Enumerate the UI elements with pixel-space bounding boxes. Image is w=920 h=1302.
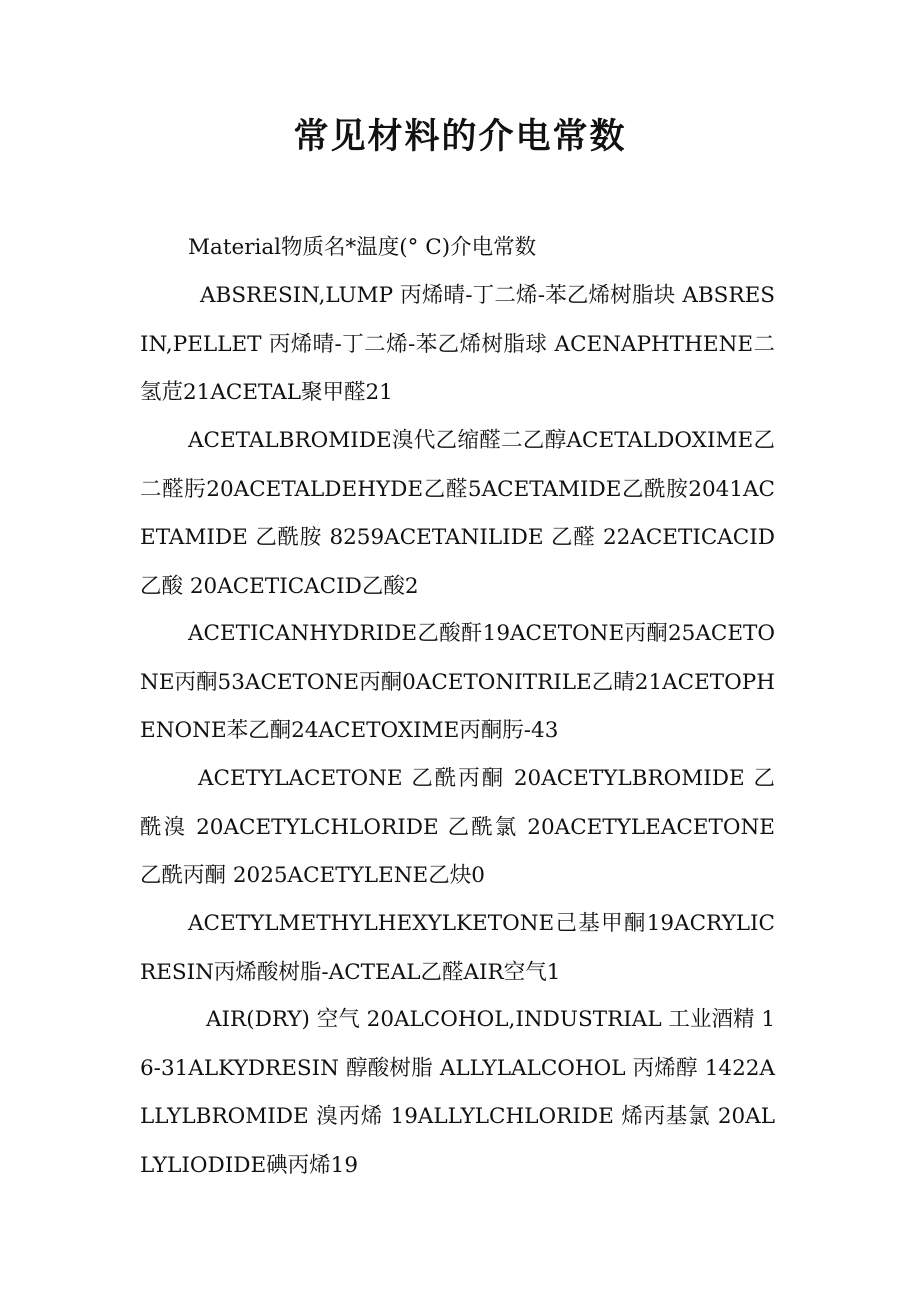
document-title: 常见材料的介电常数 <box>293 116 627 157</box>
paragraph-5: ACETYLMETHYLHEXYLKETONE己基甲酮19ACRYLICRESIN丙烯酸树脂-ACTEAL乙醛AIR空气1 <box>140 911 775 985</box>
paragraph-1: ABSRESIN,LUMP 丙烯晴-丁二烯-苯乙烯树脂块 ABSRESIN,PELLET 丙烯晴-丁二烯-苯乙烯树脂球 ACENAPHTHENE二氢苊21ACETAL聚甲醛21 <box>140 283 775 405</box>
paragraph-2: ACETALBROMIDE溴代乙缩醛二乙醇ACETALDOXIME乙二醛肟20ACETALDEHYDE乙醛5ACETAMIDE乙酰胺2041ACETAMIDE 乙酰胺 8259ACETANILIDE 乙醛 22ACETICACID 乙酸 20ACETICACID乙酸2 <box>140 428 775 599</box>
paragraph-4: ACETYLACETONE 乙酰丙酮 20ACETYLBROMIDE 乙酰溴 20ACETYLCHLORIDE 乙酰氯 20ACETYLEACETONE 乙酰丙酮 2025ACETYLENE乙炔0 <box>140 766 775 888</box>
paragraph-3: ACETICANHYDRIDE乙酸酐19ACETONE丙酮25ACETONE丙酮53ACETONE丙酮0ACETONITRILE乙睛21ACETOPHENONE苯乙酮24ACETOXIME丙酮肟-43 <box>140 621 775 743</box>
paragraph-6: AIR(DRY) 空气 20ALCOHOL,INDUSTRIAL 工业酒精 16-31ALKYDRESIN 醇酸树脂 ALLYLALCOHOL 丙烯醇 1422ALLYLBROMIDE 溴丙烯 19ALLYLCHLORIDE 烯丙基氯 20ALLYLIODIDE碘丙烯19 <box>140 1007 775 1178</box>
table-header-line: Material物质名*温度(° C)介电常数 <box>188 235 537 260</box>
